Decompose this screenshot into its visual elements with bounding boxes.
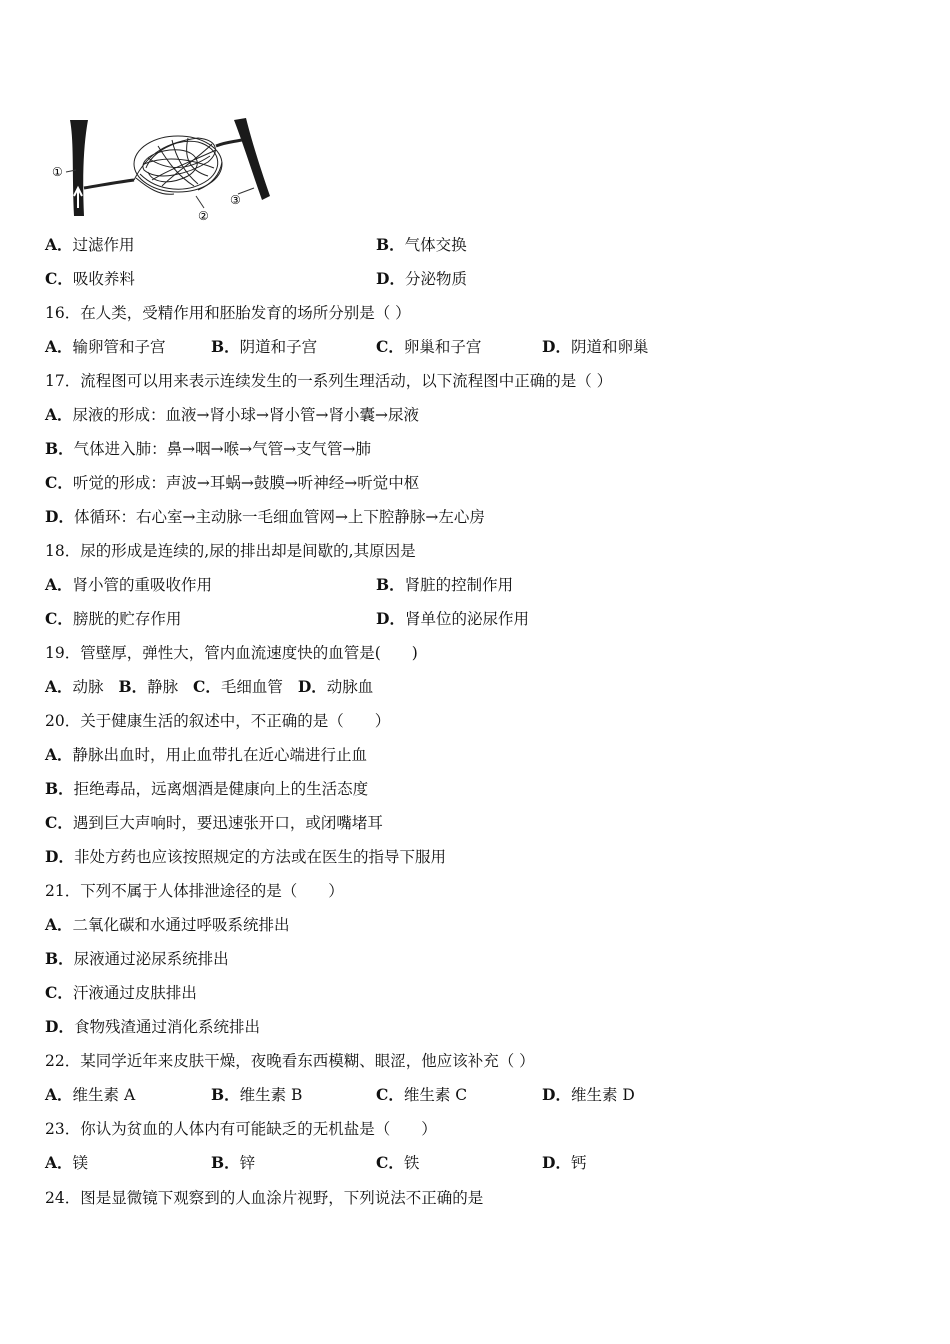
q21-stem: 21．下列不属于人体排泄途径的是（ ） — [45, 882, 344, 900]
q22-stem: 22．某同学近年来皮肤干燥，夜晚看东西模糊、眼涩，他应该补充（ ） — [45, 1052, 535, 1070]
q17-option-a: A．尿液的形成：血液→肾小球→肾小管→肾小囊→尿液 — [45, 405, 419, 424]
q16-option-b: B．阴道和子宫 — [211, 337, 318, 356]
q20-option-a: A．静脉出血时，用止血带扎在近心端进行止血 — [45, 745, 368, 764]
callout-3: ③ — [230, 193, 241, 207]
q23-option-a: A．镁 — [45, 1153, 89, 1172]
capillary-tangle — [134, 136, 222, 194]
q19-options-row — [45, 675, 373, 699]
q15-option-d: D．分泌物质 — [376, 269, 467, 288]
vessel-right — [234, 118, 270, 200]
callout-1: ① — [52, 165, 63, 179]
q19-stem: 19．管壁厚，弹性大，管内血流速度快的血管是( ) — [45, 644, 418, 662]
q23-option-b: B．锌 — [211, 1153, 256, 1172]
q17-option-b: B．气体进入肺：鼻→咽→喉→气管→支气管→肺 — [45, 439, 372, 458]
q18-option-d: D．肾单位的泌尿作用 — [376, 609, 529, 628]
q17-stem: 17．流程图可以用来表示连续发生的一系列生理活动，以下流程图中正确的是（ ） — [45, 372, 613, 390]
q18-option-b: B．肾脏的控制作用 — [376, 575, 514, 594]
capillary-inflow — [84, 180, 134, 188]
q23-stem: 23．你认为贫血的人体内有可能缺乏的无机盐是（ ） — [45, 1120, 437, 1138]
q18-option-c: C．膀胱的贮存作用 — [45, 609, 182, 628]
q21-option-b: B．尿液通过泌尿系统排出 — [45, 949, 229, 968]
q18-option-a: A．肾小管的重吸收作用 — [45, 575, 213, 594]
q17-option-c: C．听觉的形成：声波→耳蜗→鼓膜→听神经→听觉中枢 — [45, 473, 420, 492]
q18-stem: 18．尿的形成是连续的,尿的排出却是间歇的,其原因是 — [45, 542, 416, 560]
q20-option-c: C．遇到巨大声响时，要迅速张开口，或闭嘴堵耳 — [45, 813, 383, 832]
q20-stem: 20．关于健康生活的叙述中，不正确的是（ ） — [45, 712, 391, 730]
q23-option-d: D．钙 — [542, 1153, 587, 1172]
callout-2: ② — [198, 209, 209, 223]
q24-stem: 24．图是显微镜下观察到的人血涂片视野，下列说法不正确的是 — [45, 1189, 484, 1207]
q15-option-c: C．吸收养料 — [45, 269, 135, 288]
q19-option-b: B．静脉 — [118, 677, 179, 696]
q15-option-a: A．过滤作用 — [45, 235, 135, 254]
q17-option-d: D．体循环：右心室→主动脉一毛细血管网→上下腔静脉→左心房 — [45, 507, 485, 526]
q21-option-d: D．食物残渣通过消化系统排出 — [45, 1017, 260, 1036]
q21-option-a: A．二氧化碳和水通过呼吸系统排出 — [45, 915, 290, 934]
q16-option-d: D．阴道和卵巢 — [542, 337, 649, 356]
q16-option-c: C．卵巢和子宫 — [376, 337, 482, 356]
q21-option-c: C．汗液通过皮肤排出 — [45, 983, 197, 1002]
q20-option-d: D．非处方药也应该按照规定的方法或在医生的指导下服用 — [45, 847, 446, 866]
q23-option-c: C．铁 — [376, 1153, 420, 1172]
q22-option-a: A．维生素 A — [45, 1085, 136, 1104]
q16-stem: 16．在人类，受精作用和胚胎发育的场所分别是（ ） — [45, 304, 411, 322]
q19-option-d: D．动脉血 — [297, 677, 374, 696]
q22-option-d: D．维生素 D — [542, 1085, 635, 1104]
q22-option-c: C．维生素 C — [376, 1085, 468, 1104]
q22-option-b: B．维生素 B — [211, 1085, 303, 1104]
q15-option-b: B．气体交换 — [376, 235, 467, 254]
q19-option-c: C．毛细血管 — [193, 677, 283, 696]
q16-option-a: A．输卵管和子宫 — [45, 337, 166, 356]
q20-option-b: B．拒绝毒品，远离烟酒是健康向上的生活态度 — [45, 779, 369, 798]
capillary-network-figure — [48, 112, 280, 224]
capillary-outflow — [216, 140, 242, 146]
q19-option-a: A．动脉 — [45, 677, 104, 696]
